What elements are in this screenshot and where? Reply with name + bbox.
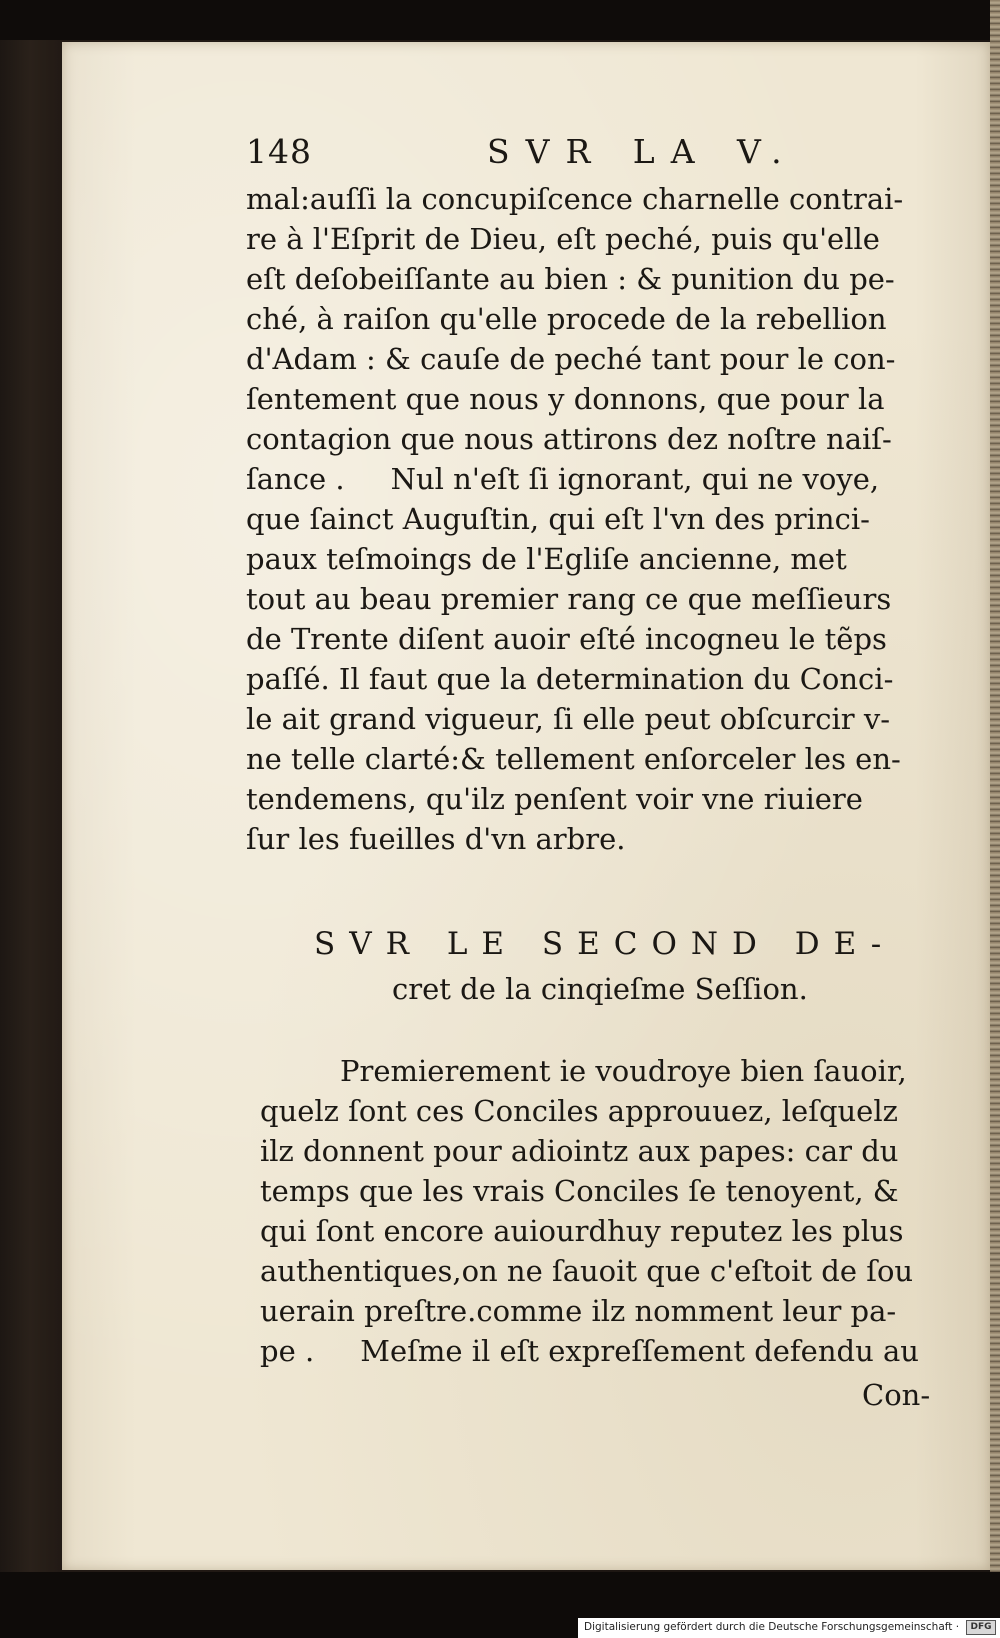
text-line: paux teſmoings de l'Egliſe ancienne, met (246, 542, 847, 576)
text-line: authentiques,on ne ſauoit que c'eſtoit de ſou (260, 1254, 914, 1288)
text-line: tendemens, qu'ilz penſent voir vne riuiere (246, 782, 863, 816)
section-heading: SVR LE SECOND DE- (314, 926, 896, 962)
text-line: ché, à raiſon qu'elle procede de la rebellion (246, 302, 887, 336)
text-line: de Trente diſent auoir eſté incogneu le tẽps (246, 622, 887, 656)
text-line: qui ſont encore auiourdhuy reputez les plus (260, 1214, 904, 1248)
text-line: ſur les fueilles d'vn arbre. (246, 822, 626, 856)
text-line: que ſainct Auguſtin, qui eſt l'vn des princi- (246, 502, 870, 536)
section-subheading: cret de la cinqieſme Seſſion. (392, 972, 808, 1006)
text-line: eſt deſobeiſſante au bien : & punition du pe- (246, 262, 895, 296)
text-line: pe . Meſme il eſt expreſſement defendu au (260, 1334, 919, 1368)
page-number: 148 (246, 132, 312, 171)
scan-top-margin (0, 0, 1000, 40)
text-line: ſentement que nous y donnons, que pour la (246, 382, 885, 416)
text-line: paſſé. Il faut que la determination du Conci- (246, 662, 894, 696)
text-line: Premierement ie voudroye bien ſauoir, (340, 1054, 907, 1088)
text-line: tout au beau premier rang ce que meſſieurs (246, 582, 892, 616)
text-line: ſance . Nul n'eſt ſi ignorant, qui ne voye, (246, 462, 880, 496)
text-line: re à l'Eſprit de Dieu, eſt peché, puis qu'elle (246, 222, 880, 256)
text-line: temps que les vrais Conciles ſe tenoyent, & (260, 1174, 899, 1208)
book-page (62, 42, 990, 1570)
text-line: ilz donnent pour adiointz aux papes: car du (260, 1134, 899, 1168)
running-head: SVR LA V. (487, 132, 798, 171)
text-line: d'Adam : & cauſe de peché tant pour le con- (246, 342, 896, 376)
funding-credit: Digitalisierung gefördert durch die Deutsche Forschungsgemeinschaft · (584, 1621, 960, 1633)
text-line: ne telle clarté:& tellement enſorceler les en- (246, 742, 901, 776)
catchword: Con- (862, 1378, 931, 1412)
dfg-logo-icon: DFG (966, 1620, 996, 1635)
text-line: le ait grand vigueur, ſi elle peut obſcurcir v- (246, 702, 891, 736)
page-edges (990, 0, 1000, 1638)
text-line: quelz ſont ces Conciles approuuez, leſquelz (260, 1094, 898, 1128)
text-line: mal:auſſi la concupiſcence charnelle contrai- (246, 182, 904, 216)
text-line: contagion que nous attirons dez noſtre naiſ- (246, 422, 892, 456)
text-line: uerain preſtre.comme ilz nomment leur pa- (260, 1294, 897, 1328)
